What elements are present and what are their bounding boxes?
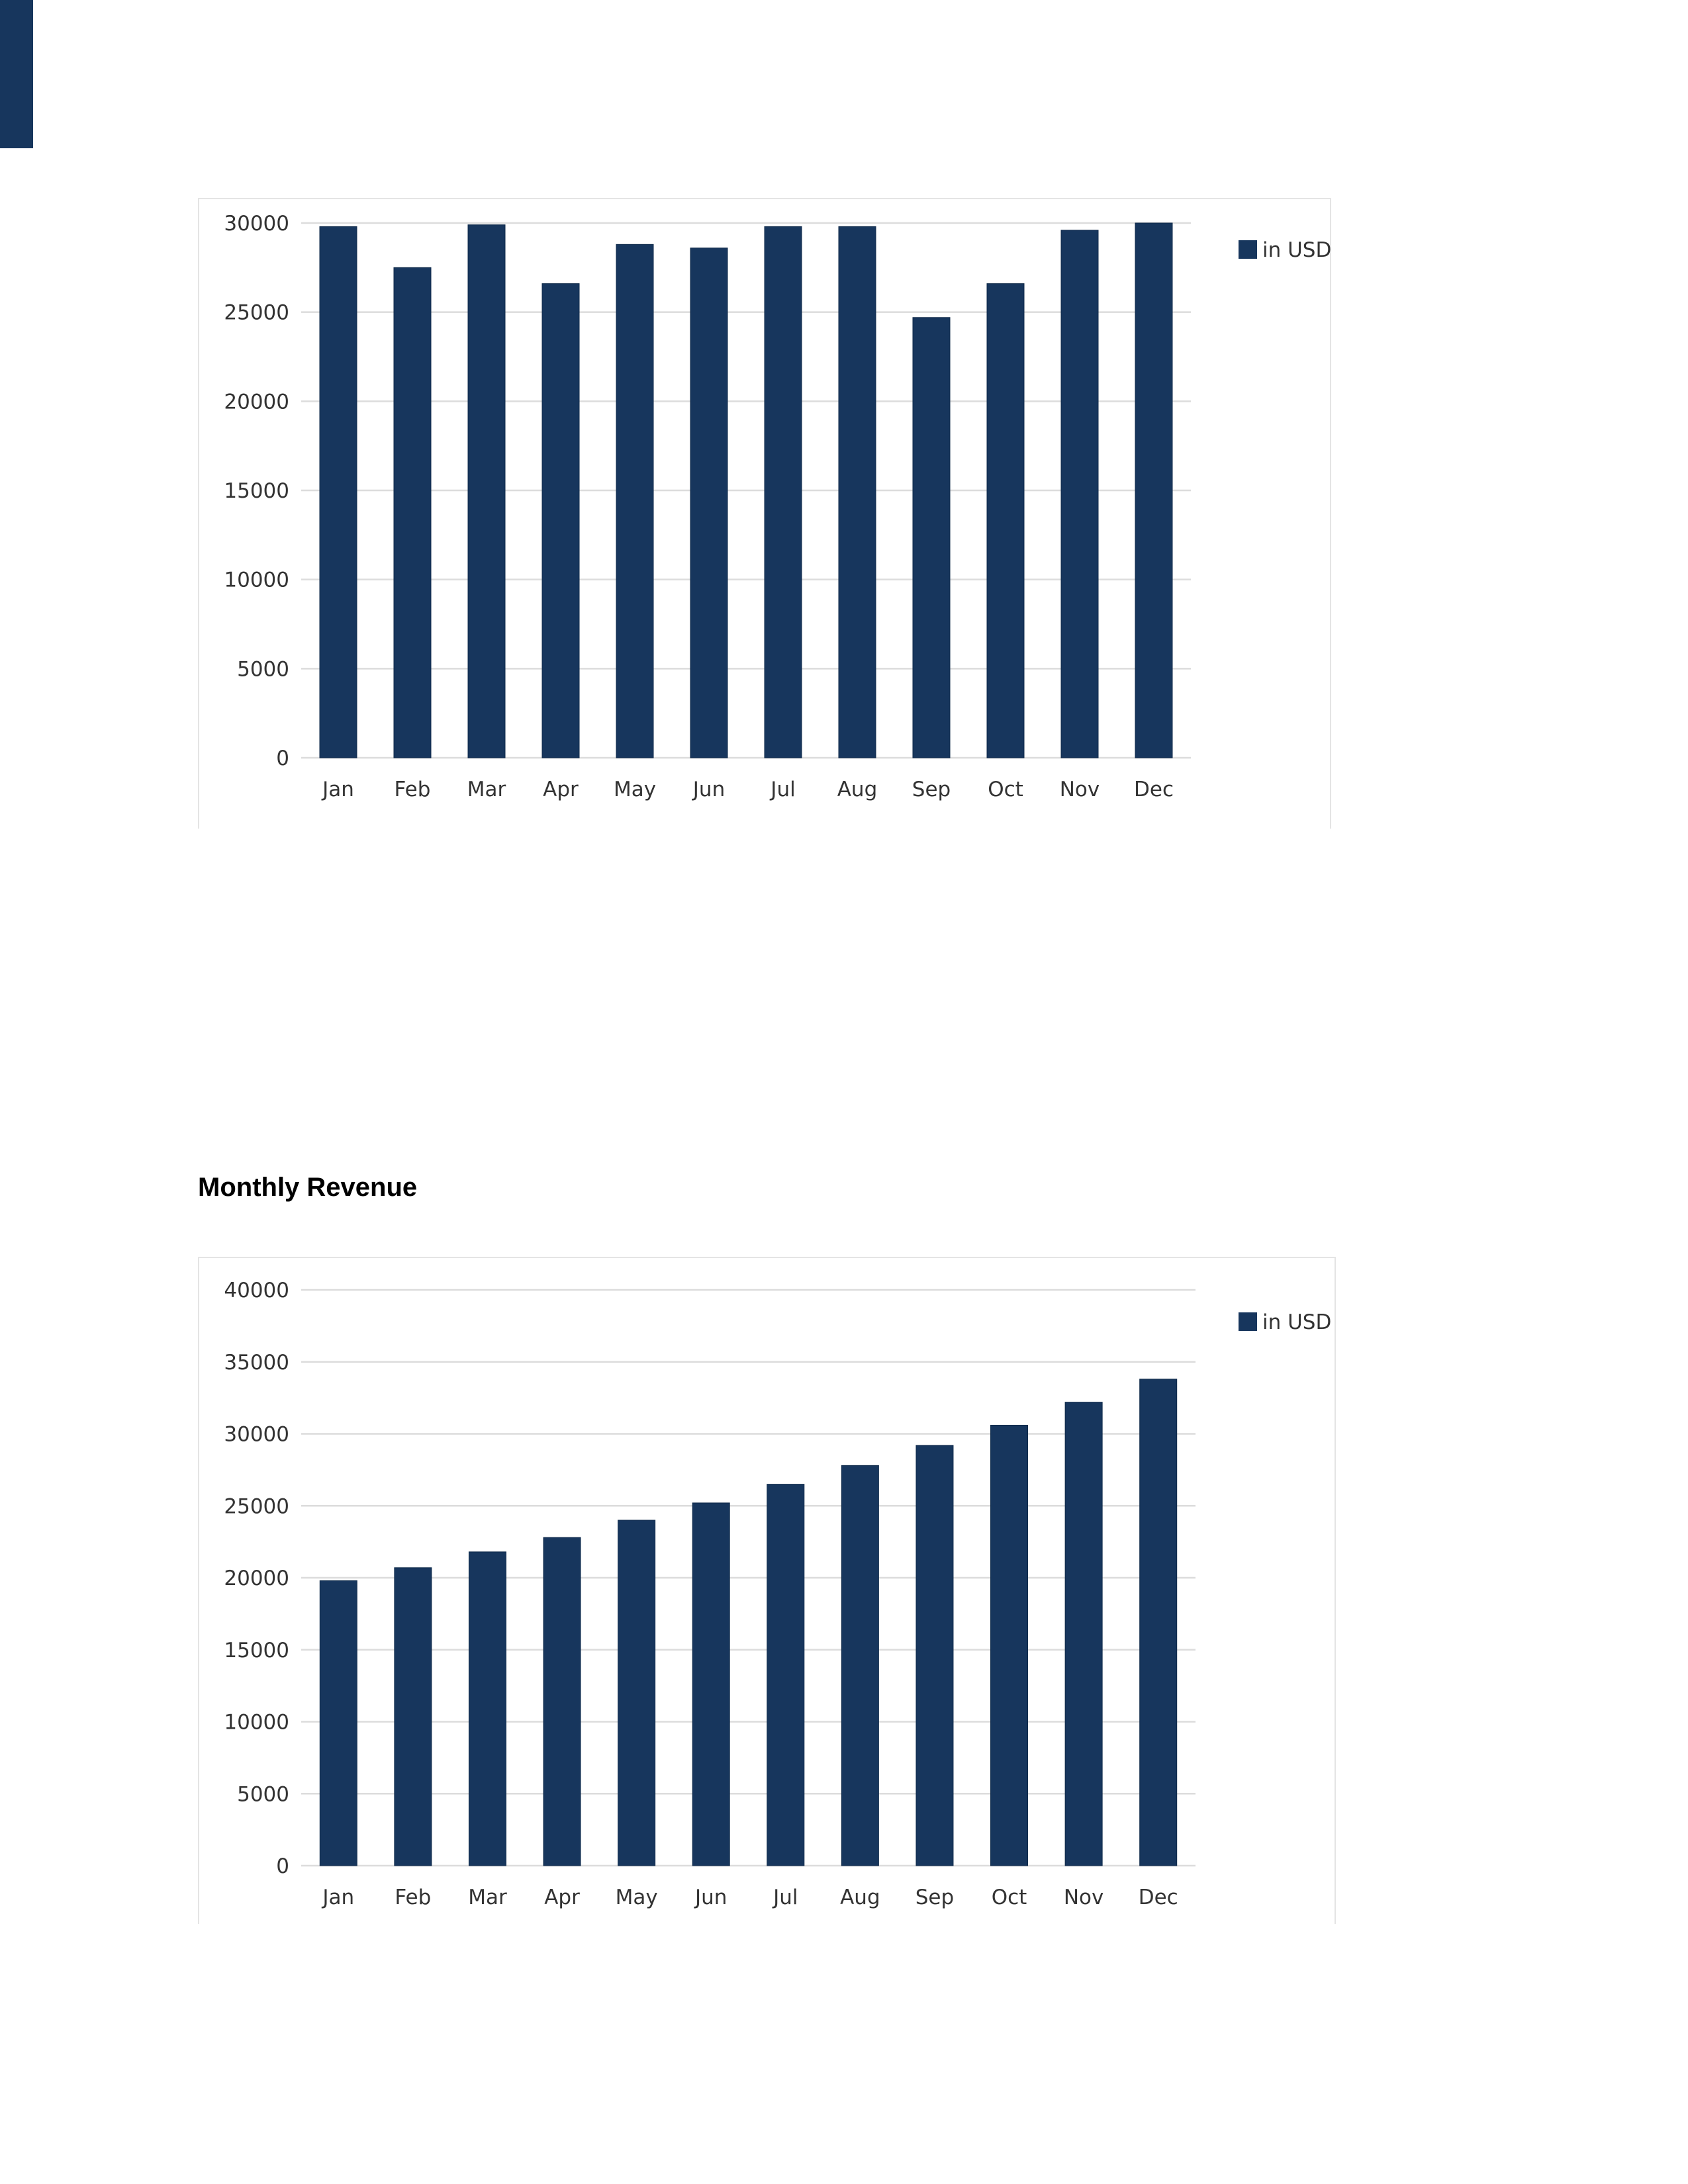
chart1-y-tick-label: 30000: [224, 212, 289, 236]
chart2-bar-aug: [841, 1465, 878, 1866]
chart1-legend-swatch: [1239, 240, 1257, 259]
chart1-x-tick-label: Jul: [771, 778, 796, 801]
chart1-y-tick-label: 0: [276, 747, 289, 770]
chart1-legend-label: in USD: [1262, 238, 1332, 262]
chart2-bar-jul: [767, 1484, 804, 1866]
chart2-bar-jan: [320, 1580, 357, 1866]
section-heading: Monthly Revenue: [198, 1173, 418, 1202]
chart2-bar-mar: [469, 1552, 506, 1866]
chart2-y-tick-label: 5000: [237, 1782, 289, 1807]
chart1-x-tick-label: Apr: [543, 778, 579, 801]
chart2-legend-label: in USD: [1262, 1310, 1332, 1334]
chart2-bar-may: [618, 1520, 655, 1866]
chart1-x-tick-label: May: [613, 778, 657, 801]
chart1-bar-feb: [394, 267, 431, 758]
chart2-bar-dec: [1140, 1379, 1177, 1866]
chart2-x-tick-label: Jun: [694, 1886, 727, 1909]
chart2-bar-apr: [543, 1537, 581, 1866]
chart1-y-tick-label: 20000: [224, 390, 289, 414]
chart1-y-tick-label: 5000: [237, 657, 289, 682]
chart2-y-tick-label: 10000: [224, 1710, 289, 1735]
chart1-x-tick-label: Nov: [1059, 778, 1100, 801]
chart1-x-tick-label: Sep: [912, 778, 951, 801]
monthly-chart-1: [198, 198, 1331, 829]
chart2-y-tick-label: 35000: [224, 1350, 289, 1375]
chart2-x-tick-label: May: [615, 1886, 658, 1909]
chart2-x-tick-label: Dec: [1138, 1886, 1178, 1909]
chart2-bar-feb: [395, 1568, 432, 1866]
chart2-y-tick-label: 15000: [224, 1638, 289, 1662]
chart2-y-tick-label: 40000: [224, 1279, 289, 1302]
chart2-bar-nov: [1065, 1402, 1102, 1866]
monthly-revenue-chart: [198, 1257, 1336, 1924]
chart1-bar-jun: [690, 248, 727, 758]
chart2-x-tick-label: Mar: [468, 1886, 507, 1909]
chart1-x-tick-label: Mar: [467, 778, 506, 801]
chart2-y-tick-label: 25000: [224, 1494, 289, 1519]
chart2-x-tick-label: Apr: [544, 1886, 580, 1909]
chart2-x-tick-label: Aug: [840, 1886, 880, 1909]
chart2-x-tick-label: Feb: [395, 1886, 432, 1909]
chart2-x-tick-label: Nov: [1063, 1886, 1104, 1909]
chart1-x-tick-label: Oct: [988, 778, 1023, 801]
chart1-y-tick-label: 10000: [224, 568, 289, 592]
chart1-bar-sep: [913, 318, 950, 758]
chart1-bar-jul: [765, 226, 802, 758]
chart2-bar-sep: [916, 1445, 953, 1866]
chart1-x-tick-label: Dec: [1134, 778, 1174, 801]
chart1-x-tick-label: Jan: [322, 778, 354, 801]
chart2-y-tick-label: 0: [276, 1854, 289, 1878]
chart2-x-tick-label: Jan: [322, 1886, 355, 1909]
chart1-bar-dec: [1135, 223, 1172, 758]
chart1-y-tick-label: 25000: [224, 300, 289, 325]
chart2-x-tick-label: Oct: [991, 1886, 1027, 1909]
chart2-y-tick-label: 30000: [224, 1422, 289, 1447]
chart2-bar-jun: [692, 1503, 729, 1866]
chart2-x-tick-label: Sep: [915, 1886, 955, 1909]
chart-1-svg: [199, 199, 1333, 830]
chart1-bar-oct: [987, 284, 1024, 758]
chart1-y-tick-label: 15000: [224, 479, 289, 503]
chart1-x-tick-label: Feb: [394, 778, 431, 801]
chart1-bar-jan: [320, 226, 357, 758]
chart1-bar-nov: [1061, 230, 1098, 758]
chart1-bar-aug: [839, 226, 876, 758]
corner-accent-tab: [0, 0, 33, 148]
chart1-bar-mar: [468, 225, 505, 758]
chart1-x-tick-label: Aug: [837, 778, 878, 801]
chart2-legend-swatch: [1239, 1312, 1257, 1331]
chart2-x-tick-label: Jul: [773, 1886, 798, 1909]
chart-2-svg: [199, 1258, 1337, 1925]
chart1-x-tick-label: Jun: [692, 778, 726, 801]
chart1-bar-apr: [542, 284, 579, 758]
chart2-y-tick-label: 20000: [224, 1567, 289, 1590]
chart1-bar-may: [616, 244, 653, 758]
chart2-bar-oct: [991, 1425, 1028, 1866]
